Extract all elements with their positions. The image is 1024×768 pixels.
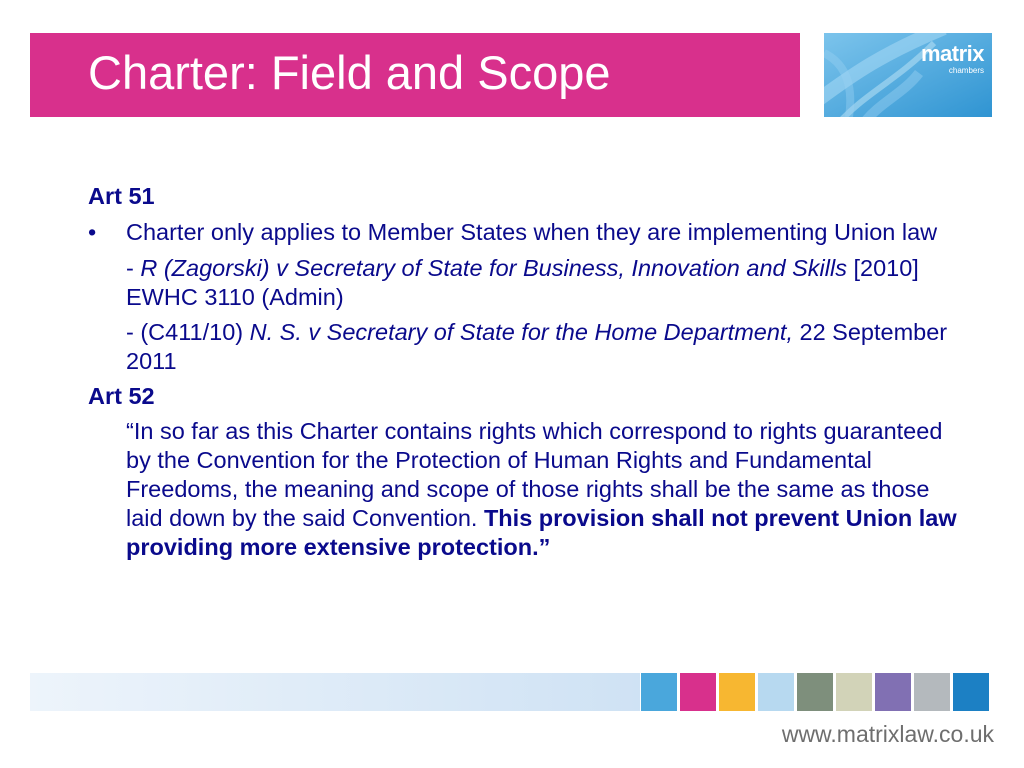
slide-body xyxy=(88,182,958,562)
logo-wordmark: matrix xyxy=(920,41,984,66)
quote-text: “In so far as this Charter contains rights which correspond to rights guaranteed by the Convention for the Protection of Human Rights and Fundamental Freedoms, the meaning and scope of those rights shall be the same as those laid down by the said Convention. xyxy=(126,418,943,531)
color-swatch xyxy=(914,673,950,711)
case2-prefix: - (C411/10) xyxy=(126,319,250,345)
color-swatch xyxy=(836,673,872,711)
case-citation-zagorski xyxy=(88,254,958,312)
footer-stripe xyxy=(30,673,640,711)
color-swatch xyxy=(875,673,911,711)
color-swatch xyxy=(758,673,794,711)
footer-color-swatches xyxy=(641,673,992,711)
bullet-item xyxy=(88,218,958,247)
case1-name: R (Zagorski) v Secretary of State for Business, Innovation and Skills xyxy=(140,255,847,281)
title-bar xyxy=(30,33,800,117)
bullet-marker: • xyxy=(88,219,97,245)
color-swatch xyxy=(680,673,716,711)
quote-emphasis: This provision shall not prevent Union law providing more extensive protection.” xyxy=(126,505,957,560)
case1-prefix: - xyxy=(126,255,141,281)
case2-name: N. S. v Secretary of State for the Home Department, xyxy=(249,319,793,345)
color-swatch xyxy=(641,673,677,711)
slide-title: Charter: Field and Scope xyxy=(88,46,611,99)
color-swatch xyxy=(719,673,755,711)
art52-heading: Art 52 xyxy=(88,383,155,409)
footer-url: www.matrixlaw.co.uk xyxy=(781,721,994,747)
case1-citation: [2010] EWHC 3110 (Admin) xyxy=(126,255,919,310)
matrix-chambers-logo xyxy=(824,33,992,117)
case-citation-ns xyxy=(88,318,958,376)
bullet-text: Charter only applies to Member States when they are implementing Union law xyxy=(126,219,938,245)
color-swatch xyxy=(953,673,989,711)
art51-heading: Art 51 xyxy=(88,183,155,209)
color-swatch xyxy=(797,673,833,711)
case2-date: 22 September 2011 xyxy=(126,319,948,374)
art52-quote xyxy=(88,417,958,562)
logo-subtitle: chambers xyxy=(948,66,984,75)
